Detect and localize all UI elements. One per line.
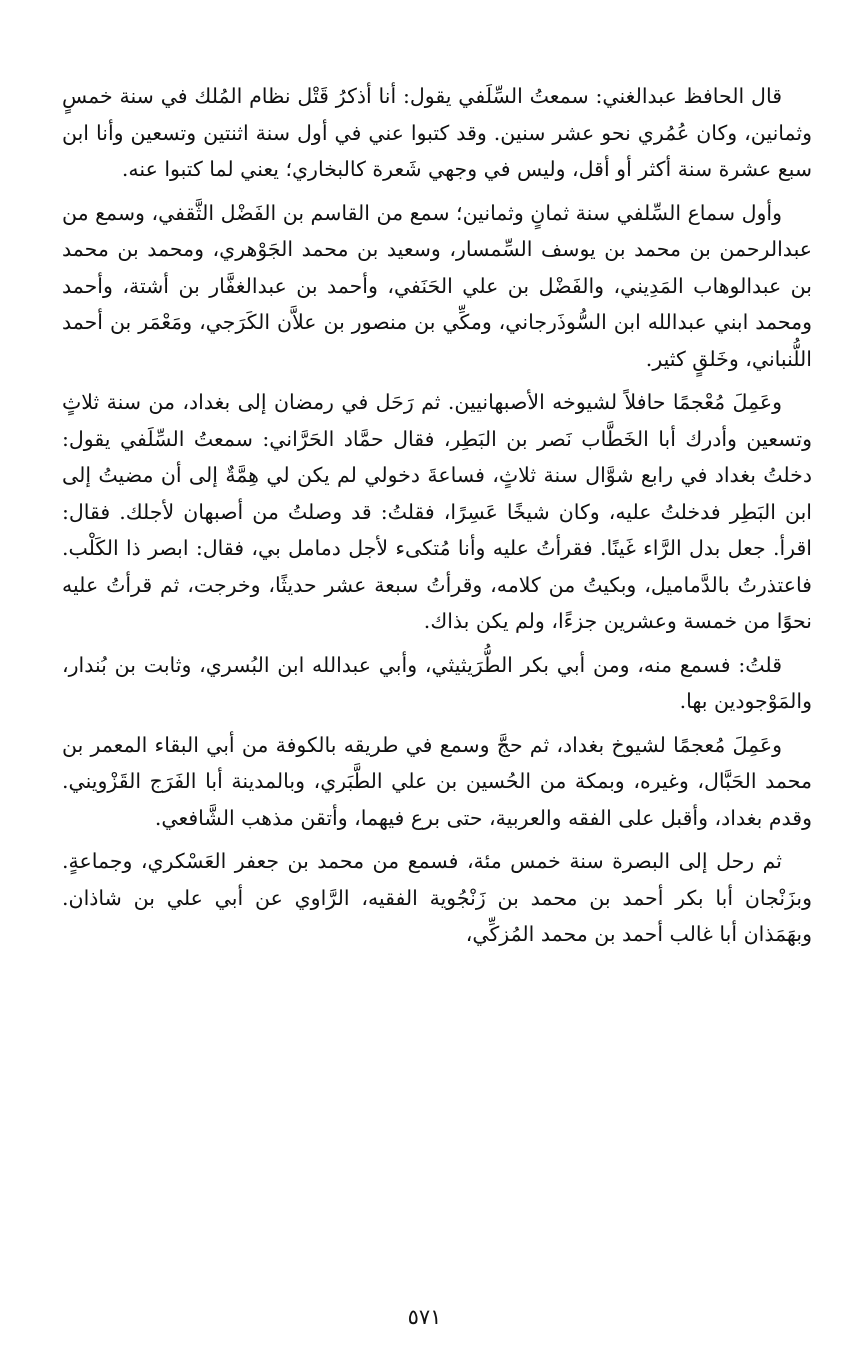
paragraph-basra-journey: ثم رحل إلى البصرة سنة خمس مئة، فسمع من محمد بن جعفر العَسْكري، وجماعةٍ. وبزَنْجان أبا بكر أحمد بن محمد بن زَنْجُوية الفقيه، الرَّاوي عن أبي علي بن شاذان. وبهَمَذان أبا غالب أحمد بن محمد المُزكِّي، — [62, 849, 812, 946]
paragraph-author-note: قلتُ: فسمع منه، ومن أبي بكر الطُّرَيثيثي، وأبي عبدالله ابن البُسري، وثابت بن بُندار، والمَوْجودين بها. — [62, 652, 812, 713]
paragraph-baghdad-journey: وعَمِلَ مُعْجمًا حافلاً لشيوخه الأصبهانيين. ثم رَحَل في رمضان إلى بغداد، من سنة ثلاثٍ وتسعين وأدرك أبا الخَطَّاب نَصر بن البَطِر، فقال حمَّاد الحَرَّاني: سمعتُ السِّلَفي يقول: دخلتُ بغداد في رابع شوَّال سنة ثلاثٍ، فساعةَ دخولي لم يكن لي هِمَّةٌ إلى أن مضيتُ إلى ابن البَطِر فدخلتُ عليه، وكان شيخًا عَسِرًا، فقلتُ: قد وصلتُ من أصبهان لأجلك. فقال: اقرأ. جعل بدل الرَّاء غَينًا. فقرأتُ عليه وأنا مُتكىء لأجل دمامل بي، فقال: ابصر ذا الكَلْب. فاعتذرتُ بالدَّماميل، وبكيتُ من كلامه، وقرأتُ سبعة عشر حديثًا، وخرجت، ثم قرأتُ عليه نحوًا من خمسة وعشرين جزءًا، ولم يكن بذاك. — [62, 390, 812, 633]
page-body-text — [62, 78, 812, 953]
paragraph-hajj-and-study: وعَمِلَ مُعجمًا لشيوخ بغداد، ثم حجَّ وسمع في طريقه بالكوفة من أبي البقاء المعمر بن محمد الحَبَّال، وغيره، وبمكة من الحُسين بن علي الطَّبَري، وبالمدينة أبا الفَرَج القَزْويني. وقدم بغداد، وأقبل على الفقه والعربية، حتى برع فيهما، وأتقن مذهب الشَّافعي. — [62, 732, 812, 830]
paragraph-first-hearing: وأول سماع السِّلفي سنة ثمانٍ وثمانين؛ سمع من القاسم بن الفَضْل الثَّقفي، وسمع من عبدالرحمن بن محمد بن يوسف السِّمسار، وسعيد بن محمد الجَوْهري، ومحمد بن محمد بن عبدالوهاب المَدِيني، والفَضْل بن علي الحَنَفي، وأحمد بن عبدالغفَّار بن أشتة، وأحمد ومحمد ابني عبدالله ابن السُّوذَرجاني، ومكِّي بن منصور بن علاَّن الكَرَجي، ومَعْمَر بن أحمد اللُّنباني، وخَلقٍ كثير. — [62, 200, 812, 371]
page-number: ٥٧١ — [407, 1305, 442, 1329]
paragraph-hafiz-abdulghani-quote: قال الحافظ عبدالغني: سمعتُ السِّلَفي يقول: أنا أذكرُ قَتْل نظام المُلك في سنة خمسٍ وثمانين، وكان عُمُري نحو عشر سنين. وقد كتبوا عني في أول سنة اثنتين وتسعين وأنا ابن سبع عشرة سنة أكثر أو أقل، وليس في وجهي شَعرة كالبخاري؛ يعني لما كتبوا عنه. — [62, 84, 812, 181]
